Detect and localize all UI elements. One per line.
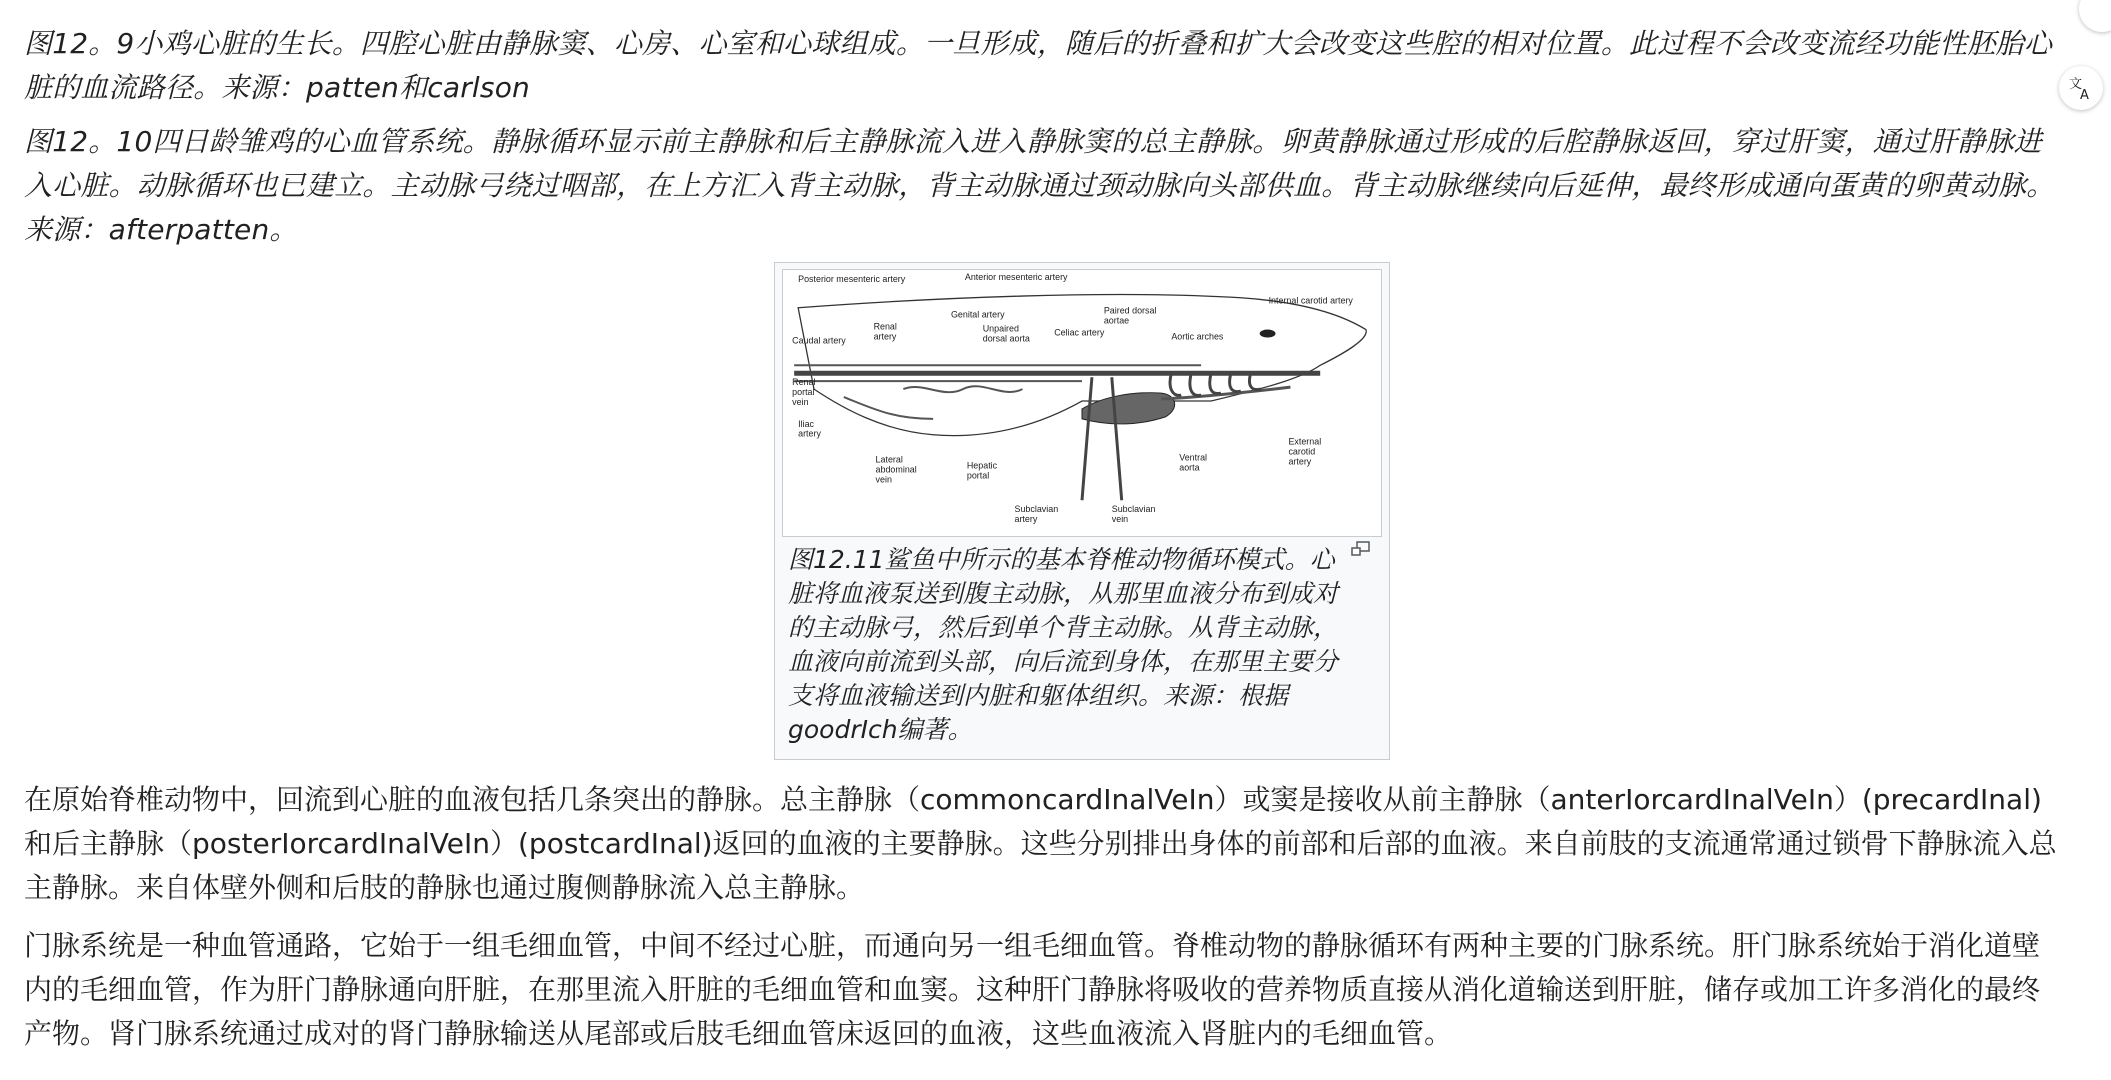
label-anterior-mesenteric: Anterior mesenteric artery (964, 271, 1068, 282)
figure-12-9-caption: 图12。9小鸡心脏的生长。四腔心脏由静脉窦、心房、心室和心球组成。一旦形成，随后的折叠和扩大会改变这些腔的相对位置。此过程不会改变流经功能性胚胎心脏的血流路径。来源：patten和carlson (24, 27, 2053, 104)
svg-text:文: 文 (2069, 77, 2083, 92)
label-subclavian-artery-2: artery (1014, 514, 1038, 525)
label-renal-portal-1: Renal (792, 377, 816, 388)
label-caudal: Caudal artery (792, 335, 846, 346)
figure-caption-text: 图12.11鲨鱼中所示的基本脊椎动物循环模式。心脏将血液泵送到腹主动脉，从那里血液分布到成对的主动脉弓，然后到单个背主动脉。从背主动脉，血液向前流到头部，向后流到身体，在那里主要分支将血液输送到内脏和躯体组织。来源：根据goodrIch编著。 (788, 545, 1339, 744)
label-posterior-mesenteric: Posterior mesenteric artery (798, 273, 906, 284)
label-aortic-arches: Aortic arches (1171, 331, 1224, 342)
article-content (24, 22, 2064, 1070)
enlarge-icon[interactable] (1351, 541, 1371, 557)
side-toolbar (2051, 0, 2111, 140)
label-paired-dorsal-2: aortae (1103, 315, 1130, 326)
label-subclavian-vein-1: Subclavian (1111, 504, 1156, 515)
figure-12-11 (774, 262, 1390, 760)
paragraph-veins: 在原始脊椎动物中，回流到心脏的血液包括几条突出的静脉。总主静脉（commoncardInalVeIn）或窦是接收从前主静脉（anterIorcardInalVeIn）(precardInal)和后主静脉（posterIorcardInalVeIn）(postcardInal)返回的血液的主要静脉。这些分别排出身体的前部和后部的血液。来自前肢的支流通常通过锁骨下静脉流入总主静脉。来自体壁外侧和后肢的静脉也通过腹侧静脉流入总主静脉。 (24, 783, 2057, 904)
label-ventral-1: Ventral (1179, 452, 1208, 463)
label-subclavian-artery-1: Subclavian (1014, 504, 1059, 515)
label-iliac-2: artery (798, 428, 821, 439)
label-lateral-2: abdominal (875, 464, 917, 475)
label-lateral-1: Lateral (875, 454, 903, 465)
label-unpaired-1: Unpaired (982, 323, 1019, 334)
label-external-1: External (1288, 436, 1322, 447)
assistant-icon[interactable] (2079, 0, 2111, 32)
translate-icon[interactable] (2059, 66, 2103, 110)
label-paired-dorsal-1: Paired dorsal (1103, 305, 1157, 316)
label-external-2: carotid (1288, 446, 1316, 457)
label-external-3: artery (1288, 456, 1312, 467)
label-subclavian-vein-2: vein (1111, 514, 1129, 525)
paragraph-portal-system: 门脉系统是一种血管通路，它始于一组毛细血管，中间不经过心脏，而通向另一组毛细血管。脊椎动物的静脉循环有两种主要的门脉系统。肝门脉系统始于消化道壁内的毛细血管，作为肝门静脉通向肝脏，在那里流入肝脏的毛细血管和血窦。这种肝门静脉将吸收的营养物质直接从消化道输送到肝脏，储存或加工许多消化的最终产物。肾门脉系统通过成对的肾门静脉输送从尾部或后肢毛细血管床返回的血液，这些血液流入肾脏内的毛细血管。 (24, 929, 2041, 1050)
shark-circulation-diagram[interactable] (782, 269, 1382, 537)
figure-12-11-caption (782, 537, 1382, 747)
label-celiac: Celiac artery (1054, 327, 1105, 338)
label-renal-portal-3: vein (792, 396, 809, 407)
label-renal-2: artery (873, 331, 897, 342)
label-ventral-2: aorta (1179, 462, 1200, 473)
label-renal-portal-2: portal (792, 387, 815, 398)
label-lateral-3: vein (875, 474, 892, 485)
label-renal-1: Renal (873, 321, 897, 332)
label-hepatic-1: Hepatic (966, 460, 998, 471)
label-iliac-1: Iliac (798, 418, 815, 429)
label-hepatic-2: portal (966, 470, 990, 481)
svg-text:A: A (2080, 88, 2089, 102)
label-unpaired-2: dorsal aorta (982, 333, 1030, 344)
figure-12-10-caption: 图12。10四日龄雏鸡的心血管系统。静脉循环显示前主静脉和后主静脉流入进入静脉窦的总主静脉。卵黄静脉通过形成的后腔静脉返回，穿过肝窦，通过肝静脉进入心脏。动脉循环也已建立。主动脉弓绕过咽部，在上方汇入背主动脉，背主动脉通过颈动脉向头部供血。背主动脉继续向后延伸，最终形成通向蛋黄的卵黄动脉。来源：afterpatten。 (24, 125, 2055, 246)
label-genital: Genital artery (950, 309, 1005, 320)
label-internal-carotid: Internal carotid artery (1268, 295, 1353, 306)
